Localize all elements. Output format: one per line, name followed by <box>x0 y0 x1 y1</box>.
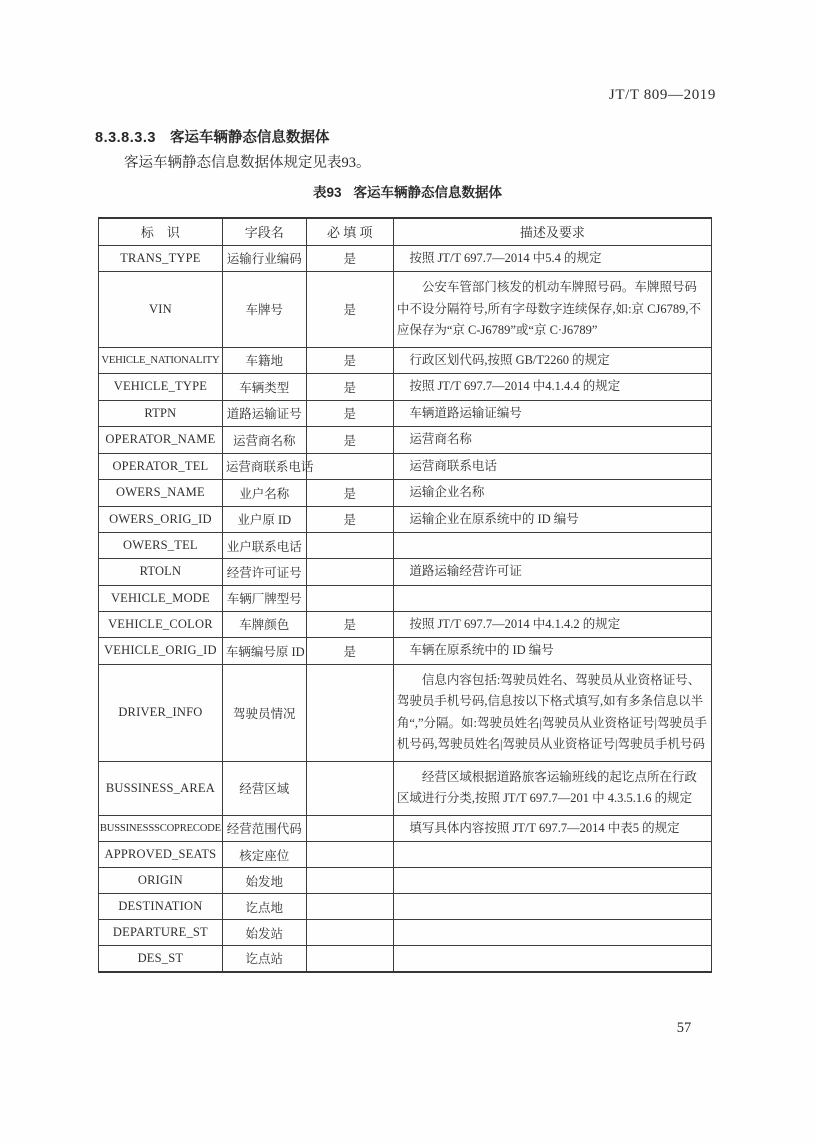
cell-required <box>306 664 393 761</box>
cell-description <box>393 533 711 559</box>
cell-required: 是 <box>306 400 393 427</box>
cell-required: 是 <box>306 611 393 638</box>
cell-field-name: 车辆类型 <box>222 374 306 401</box>
cell-field-name: 车籍地 <box>222 347 306 374</box>
cell-description: 车辆在原系统中的 ID 编号 <box>393 638 711 665</box>
cell-required <box>306 894 393 920</box>
cell-description: 运营商联系电话 <box>393 453 711 480</box>
table-row <box>99 946 712 972</box>
cell-description: 运输企业在原系统中的 ID 编号 <box>393 506 711 533</box>
table-body <box>99 245 712 972</box>
table-row <box>99 427 712 454</box>
cell-identifier: BUSSINESS_AREA <box>99 761 223 815</box>
table-row <box>99 761 712 815</box>
table-row <box>99 559 712 586</box>
standard-number-header: JT/T 809—2019 <box>608 87 716 103</box>
cell-required: 是 <box>306 480 393 507</box>
cell-field-name: 始发站 <box>222 920 306 946</box>
cell-required: 是 <box>306 506 393 533</box>
cell-identifier: OWERS_ORIG_ID <box>99 506 223 533</box>
cell-description <box>393 946 711 972</box>
cell-identifier: DESTINATION <box>99 894 223 920</box>
cell-identifier: DES_ST <box>99 946 223 972</box>
table-row <box>99 920 712 946</box>
table-caption <box>0 181 815 201</box>
cell-required: 是 <box>306 427 393 454</box>
column-header-0: 标 识 <box>99 218 223 245</box>
table-row <box>99 506 712 533</box>
table-row <box>99 400 712 427</box>
cell-identifier: ORIGIN <box>99 868 223 894</box>
cell-required <box>306 920 393 946</box>
cell-field-name: 经营区域 <box>222 761 306 815</box>
cell-identifier: VEHICLE_MODE <box>99 585 223 611</box>
table-row <box>99 347 712 374</box>
page-number: 57 <box>676 1020 692 1036</box>
cell-description: 道路运输经营许可证 <box>393 559 711 586</box>
table-row <box>99 894 712 920</box>
table-header-row <box>99 218 712 245</box>
cell-identifier: VEHICLE_ORIG_ID <box>99 638 223 665</box>
table-caption-label: 表93 <box>312 185 342 200</box>
cell-required <box>306 585 393 611</box>
cell-required <box>306 453 393 480</box>
section-title: 客运车辆静态信息数据体 <box>169 130 330 146</box>
cell-required <box>306 868 393 894</box>
cell-description: 运输企业名称 <box>393 480 711 507</box>
table-row <box>99 868 712 894</box>
cell-required <box>306 559 393 586</box>
table-row <box>99 585 712 611</box>
cell-required <box>306 946 393 972</box>
section-heading <box>95 126 329 147</box>
cell-identifier: RTPN <box>99 400 223 427</box>
cell-field-name: 车辆编号原 ID <box>222 638 306 665</box>
cell-identifier: TRANS_TYPE <box>99 245 223 272</box>
cell-description: 行政区划代码,按照 GB/T2260 的规定 <box>393 347 711 374</box>
cell-description <box>393 920 711 946</box>
cell-field-name: 业户联系电话 <box>222 533 306 559</box>
cell-description <box>393 585 711 611</box>
cell-description: 按照 JT/T 697.7—2014 中4.1.4.4 的规定 <box>393 374 711 401</box>
cell-field-name: 经营范围代码 <box>222 815 306 842</box>
cell-description: 填写具体内容按照 JT/T 697.7—2014 中表5 的规定 <box>393 815 711 842</box>
cell-required: 是 <box>306 638 393 665</box>
cell-field-name: 车牌颜色 <box>222 611 306 638</box>
cell-field-name: 车牌号 <box>222 272 306 348</box>
cell-required <box>306 815 393 842</box>
table-row <box>99 245 712 272</box>
section-number: 8.3.8.3.3 <box>95 130 156 146</box>
column-header-3: 描述及要求 <box>393 218 711 245</box>
cell-description <box>393 842 711 868</box>
cell-identifier: OWERS_TEL <box>99 533 223 559</box>
section-intro-text: 客运车辆静态信息数据体规定见表93。 <box>124 155 371 171</box>
cell-identifier: VEHICLE_NATIONALITY <box>99 347 223 374</box>
cell-identifier: DRIVER_INFO <box>99 664 223 761</box>
cell-identifier: OWERS_NAME <box>99 480 223 507</box>
cell-description: 按照 JT/T 697.7—2014 中4.1.4.2 的规定 <box>393 611 711 638</box>
table-row <box>99 480 712 507</box>
cell-field-name: 运输行业编码 <box>222 245 306 272</box>
column-header-1: 字段名 <box>222 218 306 245</box>
cell-field-name: 讫点地 <box>222 894 306 920</box>
cell-description <box>393 868 711 894</box>
cell-required: 是 <box>306 245 393 272</box>
cell-identifier: BUSSINESSSCOPRECODE <box>99 815 223 842</box>
cell-field-name: 核定座位 <box>222 842 306 868</box>
cell-identifier: APPROVED_SEATS <box>99 842 223 868</box>
cell-field-name: 业户原 ID <box>222 506 306 533</box>
cell-required: 是 <box>306 272 393 348</box>
cell-required: 是 <box>306 374 393 401</box>
cell-identifier: DEPARTURE_ST <box>99 920 223 946</box>
cell-field-name: 业户名称 <box>222 480 306 507</box>
cell-field-name: 经营许可证号 <box>222 559 306 586</box>
cell-field-name: 运营商联系电话 <box>222 453 306 480</box>
cell-field-name: 始发地 <box>222 868 306 894</box>
cell-field-name: 运营商名称 <box>222 427 306 454</box>
cell-description: 按照 JT/T 697.7—2014 中5.4 的规定 <box>393 245 711 272</box>
cell-field-name: 驾驶员情况 <box>222 664 306 761</box>
cell-description: 公安车管部门核发的机动车牌照号码。车牌照号码中不设分隔符号,所有字母数字连续保存,如:京 CJ6789,不应保存为“京 C-J6789”或“京 C·J6789” <box>393 272 711 348</box>
cell-description: 信息内容包括:驾驶员姓名、驾驶员从业资格证号、驾驶员手机号码,信息按以下格式填写,如有多条信息以半角“,”分隔。如:驾驶员姓名|驾驶员从业资格证号|驾驶员手机号码,驾驶员姓名|驾驶员从业资格证号|驾驶员手机号码 <box>393 664 711 761</box>
cell-field-name: 道路运输证号 <box>222 400 306 427</box>
cell-required <box>306 533 393 559</box>
table-row <box>99 815 712 842</box>
column-header-2: 必 填 项 <box>306 218 393 245</box>
cell-identifier: OPERATOR_TEL <box>99 453 223 480</box>
table-row <box>99 272 712 348</box>
cell-identifier: VEHICLE_TYPE <box>99 374 223 401</box>
cell-description: 运营商名称 <box>393 427 711 454</box>
cell-field-name: 车辆厂牌型号 <box>222 585 306 611</box>
cell-required <box>306 842 393 868</box>
table-row <box>99 638 712 665</box>
cell-description <box>393 894 711 920</box>
table-row <box>99 611 712 638</box>
table-row <box>99 374 712 401</box>
cell-description: 车辆道路运输证编号 <box>393 400 711 427</box>
cell-required: 是 <box>306 347 393 374</box>
table-row <box>99 664 712 761</box>
table-row <box>99 533 712 559</box>
table-caption-title: 客运车辆静态信息数据体 <box>353 185 503 200</box>
cell-field-name: 讫点站 <box>222 946 306 972</box>
cell-identifier: RTOLN <box>99 559 223 586</box>
cell-identifier: VIN <box>99 272 223 348</box>
cell-required <box>306 761 393 815</box>
cell-identifier: VEHICLE_COLOR <box>99 611 223 638</box>
table-row <box>99 842 712 868</box>
cell-identifier: OPERATOR_NAME <box>99 427 223 454</box>
cell-description: 经营区域根据道路旅客运输班线的起讫点所在行政区域进行分类,按照 JT/T 697.7—201 中 4.3.5.1.6 的规定 <box>393 761 711 815</box>
data-table <box>98 217 712 973</box>
table-row <box>99 453 712 480</box>
